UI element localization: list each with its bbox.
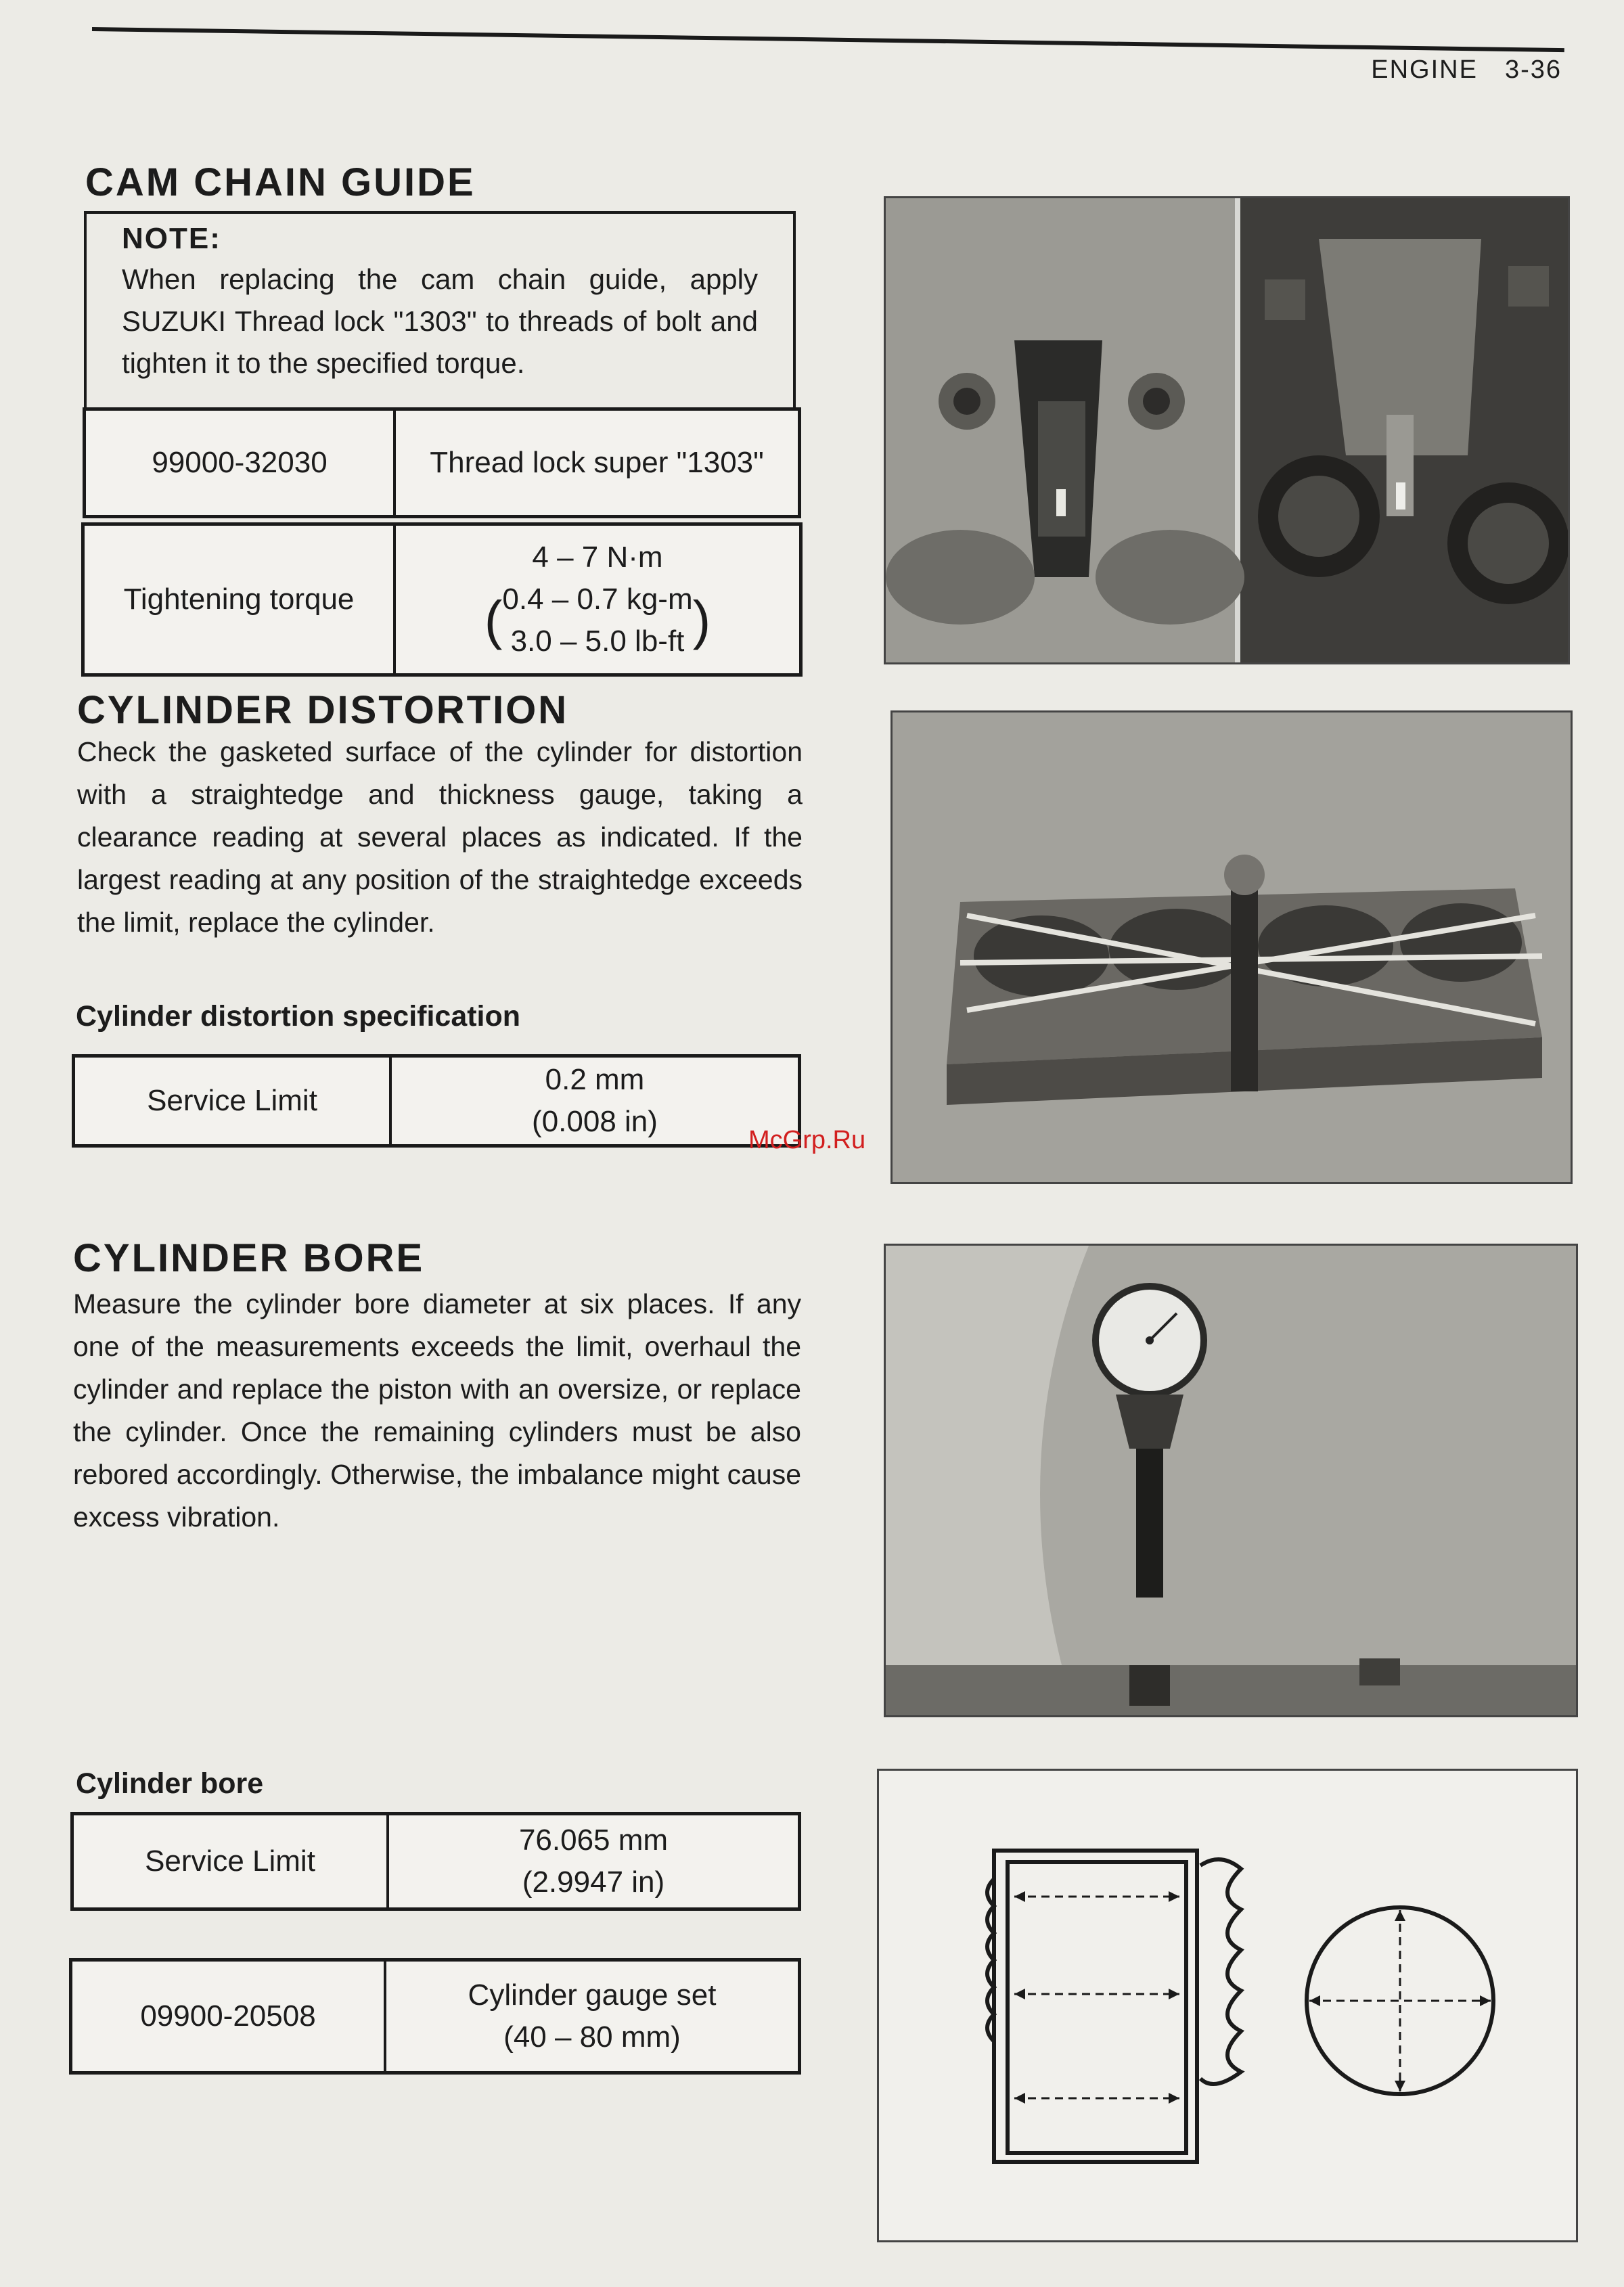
thread-lock-name: Thread lock super "1303" [430,446,764,479]
bore-limit-table [70,1812,801,1911]
note-box [84,211,796,414]
cylinder-gauge-description [386,1962,798,2071]
bore-limit-mm: 76.065 mm [518,1824,669,1857]
bore-spec-title: Cylinder bore [76,1767,264,1800]
distortion-limit-table [72,1054,801,1148]
cylinder-block-image [893,712,1573,1184]
cylinder-gauge-part-number: 09900-20508 [72,1962,386,2071]
cam-chain-guide-image [886,198,1570,664]
distortion-limit-label: Service Limit [75,1058,392,1144]
bore-measurement-drawing [879,1771,1578,2242]
distortion-limit-value [392,1058,798,1144]
bore-limit-value [389,1815,798,1907]
bore-measurement-diagram [877,1769,1578,2242]
cylinder-gauge-name: Cylinder gauge set [468,1978,717,2012]
running-head [1344,55,1562,85]
right-brace: ) [692,590,711,650]
cylinder-bore-photo [884,1244,1578,1717]
bore-gauge-image [886,1246,1578,1717]
thread-lock-part-number: 99000-32030 [86,411,396,515]
thread-lock-table [83,407,801,518]
torque-values [396,526,799,673]
torque-nm: 4 – 7 N·m [532,541,663,574]
note-text: When replacing the cam chain guide, apply SUZUKI Thread lock "1303" to threads of bolt and tighten it to the specified torque. [122,263,758,379]
torque-imperial-group [484,579,711,662]
cylinder-distortion-title: CYLINDER DISTORTION [77,688,569,732]
cylinder-distortion-photo [890,710,1573,1184]
torque-table [81,522,803,677]
page-number: 3-36 [1504,55,1562,84]
watermark: McGrp.Ru [748,1126,866,1154]
torque-kgm: 0.4 – 0.7 kg-m [502,583,693,616]
bore-limit-label: Service Limit [74,1815,389,1907]
cam-chain-guide-photo [884,196,1570,664]
header-rule [92,27,1564,52]
cylinder-distortion-text: Check the gasketed surface of the cylinder for distortion with a straightedge and thickness gauge, taking a clearance reading at several places as indicated. If the largest reading at any position of the straightedge exceeds the limit, replace the cylinder. [77,736,803,938]
note-label: NOTE: [122,222,221,255]
cylinder-gauge-range: (40 – 80 mm) [503,2020,681,2054]
distortion-limit-in: (0.008 in) [532,1105,658,1138]
distortion-limit-mm: 0.2 mm [545,1063,645,1096]
cam-chain-guide-title: CAM CHAIN GUIDE [85,160,476,204]
distortion-spec-title: Cylinder distortion specification [76,1000,521,1033]
cylinder-bore-text: Measure the cylinder bore diameter at six places. If any one of the measurements exceeds the limit, overhaul the cylinder and replace the piston with an oversize, or replace the cylinder. Once the remaining cylinders must be also rebored accordingly. Otherwise, the imbalance might cause excess vibration. [73,1288,801,1533]
torque-lbft: 3.0 – 5.0 lb-ft [510,625,685,658]
cylinder-gauge-table [69,1958,801,2075]
torque-alt-units [502,579,692,662]
cylinder-bore-title: CYLINDER BORE [73,1236,425,1280]
left-brace: ( [484,590,503,650]
torque-label: Tightening torque [85,526,396,673]
section-name: ENGINE [1371,55,1478,84]
bore-limit-in: (2.9947 in) [522,1865,665,1899]
